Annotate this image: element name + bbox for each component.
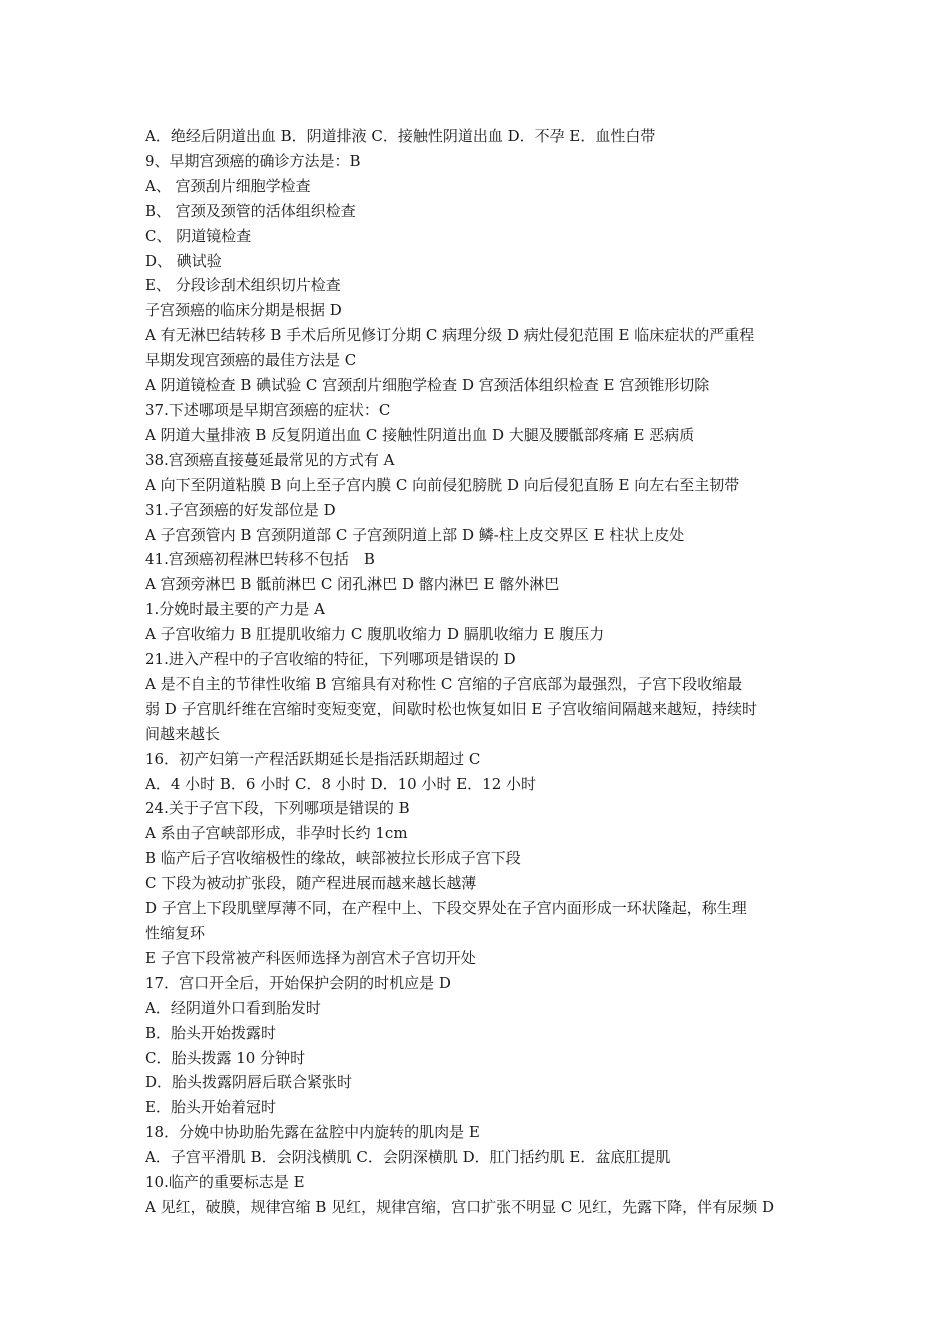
question-line: 10.临产的重要标志是 E: [145, 1173, 305, 1192]
option-line: D 子宫上下段肌壁厚薄不同，在产程中上、下段交界处在子宫内面形成一环状隆起，称生理: [145, 899, 747, 918]
option-line: A 子宫颈管内 B 宫颈阴道部 C 子宫颈阴道上部 D 鳞-柱上皮交界区 E 柱状上皮处: [145, 525, 685, 544]
option-line: 弱 D 子宫肌纤维在宫缩时变短变宽，间歇时松也恢复如旧 E 子宫收缩间隔越来越短，持续时: [145, 699, 758, 718]
option-line: B．胎头开始拨露时: [145, 1023, 277, 1042]
option-line: 性缩复环: [145, 924, 206, 942]
question-line: 18．分娩中协助胎先露在盆腔中内旋转的肌肉是 E: [145, 1123, 480, 1142]
option-line: C 下段为被动扩张段，随产程进展而越来越长越薄: [145, 874, 477, 893]
question-line: 9、早期宫颈癌的确诊方法是：B: [145, 151, 361, 170]
question-line: 24.关于子宫下段，下列哪项是错误的 B: [145, 799, 410, 818]
option-line: E 子宫下段常被产科医师选择为剖宫术子宫切开处: [145, 948, 476, 967]
option-line: A 有无淋巴结转移 B 手术后所见修订分期 C 病理分级 D 病灶侵犯范围 E 临床症状的严重程: [145, 326, 755, 345]
question-line: 16．初产妇第一产程活跃期延长是指活跃期超过 C: [145, 749, 481, 768]
option-line: A 宫颈旁淋巴 B 骶前淋巴 C 闭孔淋巴 D 髂内淋巴 E 髂外淋巴: [145, 575, 560, 594]
question-line: 37.下述哪项是早期宫颈癌的症状：C: [145, 400, 391, 419]
option-line: C．胎头拨露 10 分钟时: [145, 1048, 306, 1067]
document-page: [145, 124, 810, 1220]
option-line: 间越来越长: [145, 724, 221, 743]
option-line: D．胎头拨露阴唇后联合紧张时: [145, 1073, 353, 1092]
option-line: B 临产后子宫收缩极性的缘故，峡部被拉长形成子宫下段: [145, 849, 521, 868]
question-line: 31.子宫颈癌的好发部位是 D: [145, 500, 336, 519]
option-line: B、 宫颈及颈管的活体组织检查: [145, 201, 356, 220]
question-line: 17．宫口开全后，开始保护会阴的时机应是 D: [145, 973, 451, 992]
question-line: 早期发现宫颈癌的最佳方法是 C: [145, 351, 357, 370]
question-line: 21.进入产程中的子宫收缩的特征，下列哪项是错误的 D: [145, 650, 516, 669]
option-line: A 阴道镜检查 B 碘试验 C 宫颈刮片细胞学检查 D 宫颈活体组织检查 E 宫颈锥形切除: [145, 376, 710, 395]
question-line: 1.分娩时最主要的产力是 A: [145, 600, 325, 619]
question-line: 41.宫颈癌初程淋巴转移不包括 B: [145, 550, 375, 569]
option-line: A 见红，破膜，规律宫缩 B 见红，规律宫缩，宫口扩张不明显 C 见红，先露下降，伴有尿频 D: [145, 1197, 774, 1216]
option-line: A 子宫收缩力 B 肛提肌收缩力 C 腹肌收缩力 D 膈肌收缩力 E 腹压力: [145, 625, 605, 644]
option-line: A．4 小时 B．6 小时 C．8 小时 D．10 小时 E．12 小时: [145, 774, 537, 793]
option-line: A 阴道大量排液 B 反复阴道出血 C 接触性阴道出血 D 大腿及腰骶部疼痛 E 恶病质: [145, 425, 695, 444]
text-line: A．绝经后阴道出血 B．阴道排液 C．接触性阴道出血 D．不孕 E．血性白带: [145, 127, 656, 145]
option-line: E．胎头开始着冠时: [145, 1098, 276, 1117]
option-line: A、 宫颈刮片细胞学检查: [145, 176, 311, 195]
question-line: 子宫颈癌的临床分期是根据 D: [145, 301, 342, 320]
option-line: D、 碘试验: [145, 251, 222, 270]
option-line: A 是不自主的节律性收缩 B 宫缩具有对称性 C 宫缩的子宫底部为最强烈，子宫下段收缩最: [145, 674, 743, 693]
option-line: C、 阴道镜检查: [145, 226, 252, 245]
option-line: A．经阴道外口看到胎发时: [145, 998, 321, 1017]
option-line: E、 分段诊刮术组织切片检查: [145, 276, 341, 295]
option-line: A 系由子宫峡部形成，非孕时长约 1cm: [145, 824, 408, 843]
option-line: A 向下至阴道粘膜 B 向上至子宫内膜 C 向前侵犯膀胱 D 向后侵犯直肠 E 向左右至主韧带: [145, 475, 740, 494]
question-line: 38.宫颈癌直接蔓延最常见的方式有 A: [145, 450, 395, 469]
option-line: A．子宫平滑肌 B．会阴浅横肌 C．会阴深横肌 D．肛门括约肌 E．盆底肛提肌: [145, 1148, 671, 1167]
